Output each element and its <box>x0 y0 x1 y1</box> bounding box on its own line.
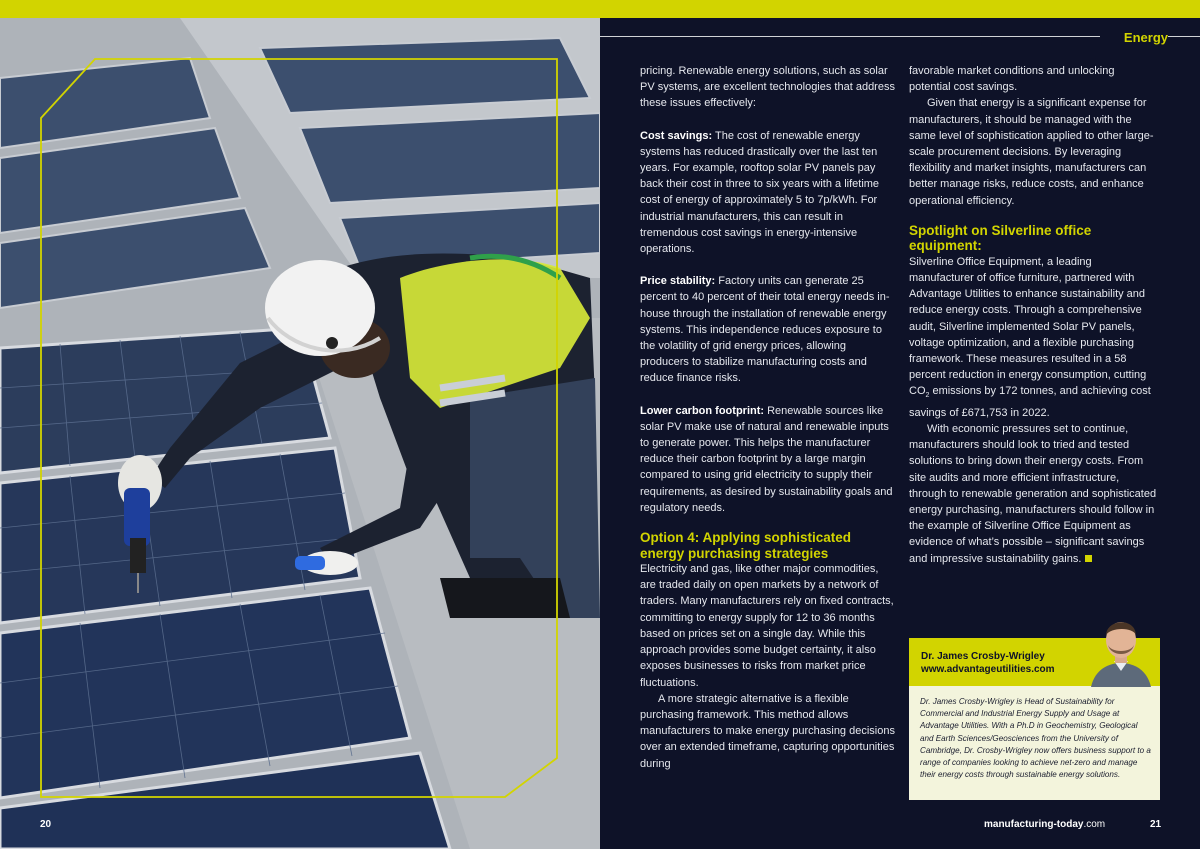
footer-site-name: manufacturing-today <box>984 819 1084 830</box>
section-label: Energy <box>1100 30 1168 45</box>
text-column-1 <box>640 63 896 772</box>
continuation-paragraph: favorable market conditions and unlocking potential cost savings. <box>909 65 1115 94</box>
decorative-frame <box>40 58 558 798</box>
price-stability-body: Factory units can generate 25 percent to 40 percent of their total energy needs in-house through the installation of renewable energy systems. This independence reduces exposure to the volatility of grid energy prices, allowing producers to stabilize manufacturing costs and reduce finance risks. <box>640 275 890 385</box>
cost-savings-paragraph <box>640 128 896 258</box>
author-bio-box <box>909 686 1160 800</box>
page-number-left: 20 <box>40 819 52 830</box>
top-accent-bar <box>0 0 1200 18</box>
silverline-text-b: emissions by 172 tonnes, and achieving cost savings of £671,753 in 2022. <box>909 385 1151 419</box>
silverline-paragraph <box>909 254 1159 421</box>
option4-heading: Option 4: Applying sophisticated energy purchasing strategies <box>640 530 852 561</box>
author-name: Dr. James Crosby-Wrigley <box>921 651 1045 662</box>
price-stability-heading: Price stability: <box>640 275 716 288</box>
footer-site-suffix: .com <box>1083 819 1106 830</box>
author-website-link[interactable]: www.advantageutilities.com <box>921 664 1055 675</box>
author-credit <box>921 650 1055 676</box>
carbon-footprint-heading: Lower carbon footprint: <box>640 404 765 417</box>
energy-expense-paragraph: Given that energy is a significant expense for manufacturers, it should be managed with the same level of sophistication applied to other large-scale procurement decisions. By leveraging flexibility and market insights, manufacturers can better manage risks, reduce costs, and enhance operational efficiency. <box>909 97 1154 207</box>
carbon-footprint-body: Renewable sources like solar PV make use of natural and renewable inputs to generate power. This helps the manufacturer reduce their carbon footprint by a large margin compared to using grid electricity to supply their requirements, as desired by sustainability goals and regulatory needs. <box>640 404 893 514</box>
cost-savings-body: The cost of renewable energy systems has reduced drastically over the last ten years. For example, rooftop solar PV panels pay back their cost in three to six years with a lifetime cost of energy of approximately 5 to 7p/kWh. For industrial manufacturers, this can result in tremendous cost savings in energy-intensive operations. <box>640 129 880 256</box>
author-bio-text: Dr. James Crosby-Wrigley is Head of Sustainability for Commercial and Industrial Energy Supply and Usage at Advantage Utilities. With a Ph.D in Geochemistry, Geological and Earth Sciences/Geosciences from the University of Cambridge, Dr. Crosby-Wrigley now offers business support to a range of companies looking to achieve net-zero and manage their energy costs through sustainable energy solutions. <box>920 697 1151 780</box>
price-stability-paragraph <box>640 273 896 386</box>
carbon-footprint-paragraph <box>640 403 896 516</box>
author-portrait-icon <box>1081 607 1161 687</box>
option4-paragraph: Electricity and gas, like other major commodities, are traded daily on open markets by a network of traders. Many manufacturers rely on fixed contracts, committing to energy supply for 12 to 36 months based on prices set on a single day. While this approach provides some budget certainty, it also exposes businesses to risks from market price fluctuations. <box>640 563 894 689</box>
conclusion-text: With economic pressures set to continue, manufacturers should look to tried and tested solutions to bring down their energy costs. From site audits and more efficient infrastructure, through to renewable generation and sophisticated energy purchasing, manufacturers should follow in the example of Silverline Office Equipment as evidence of what’s possible – significant savings and impressive sustainability gains. <box>909 423 1157 565</box>
flexible-purchasing-paragraph: A more strategic alternative is a flexible purchasing framework. This method allows manufacturers to make energy purchasing decisions over an extended timeframe, capturing opportunities during <box>640 692 895 770</box>
co2-subscript: 2 <box>925 392 930 400</box>
text-column-2 <box>909 63 1159 567</box>
footer-website <box>984 819 1105 830</box>
page-number-right: 21 <box>1150 819 1162 830</box>
silverline-text-a: Silverline Office Equipment, a leading manufacturer of office furniture, partnered with Advantage Utilities to enhance sustainability and reduce energy costs. Through a comprehensive audit, Silverline implemented Solar PV panels, voltage optimization, and a flexible purchasing framework. These measures resulted in a 58 percent reduction in energy consumption, cutting CO <box>909 255 1147 398</box>
spotlight-heading: Spotlight on Silverline office equipment: <box>909 222 1092 254</box>
intro-paragraph: pricing. Renewable energy solutions, such as solar PV systems, are excellent technologies that address these issues effectively: <box>640 65 895 110</box>
end-mark-icon <box>1085 555 1092 562</box>
cost-savings-heading: Cost savings: <box>640 129 713 142</box>
conclusion-paragraph <box>909 421 1159 567</box>
